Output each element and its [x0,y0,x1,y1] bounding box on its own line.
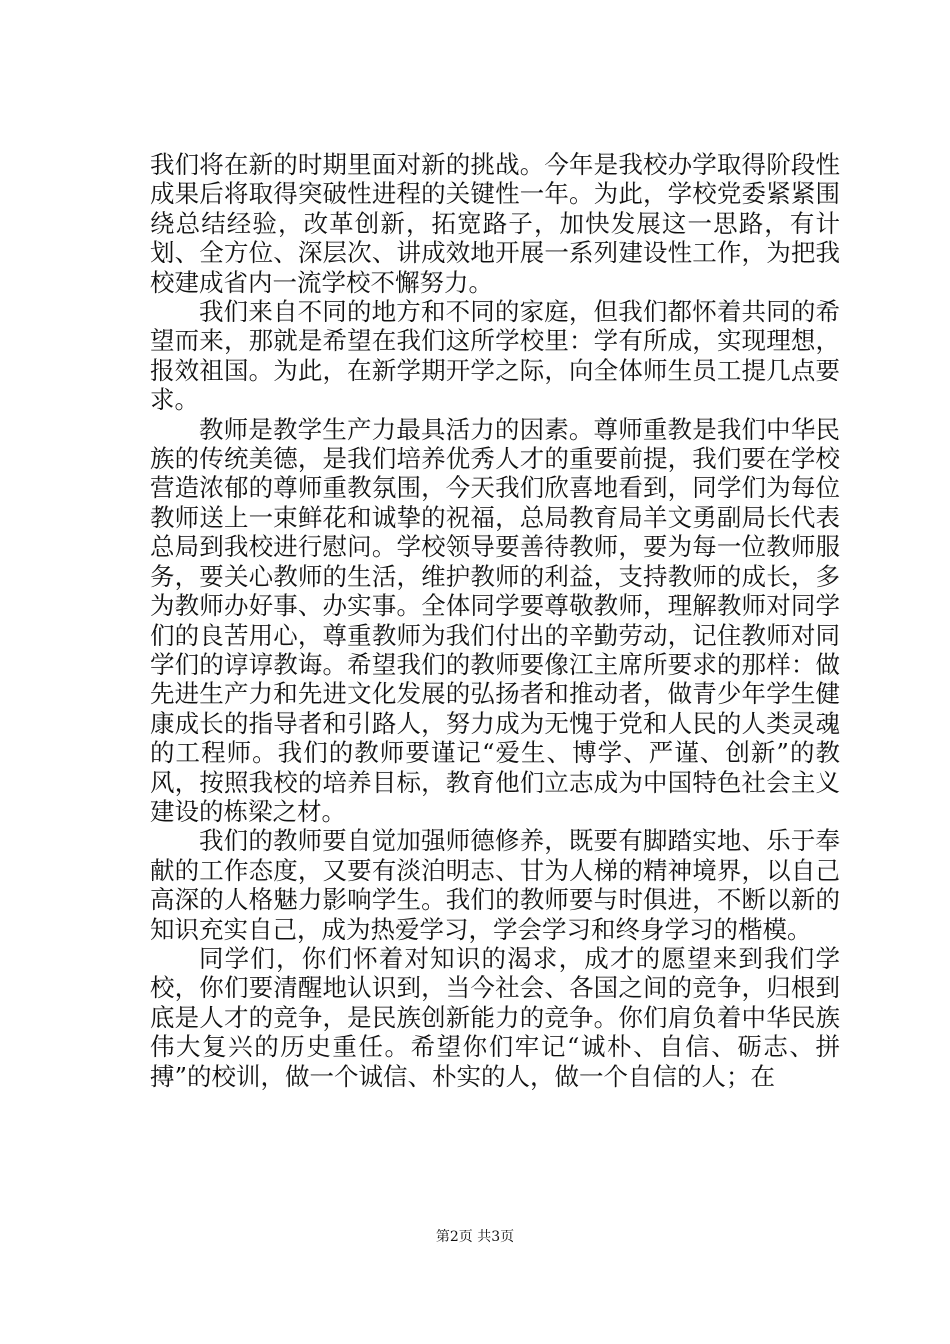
paragraph-4: 我们的教师要自觉加强师德修养，既要有脚踏实地、乐于奉献的工作态度，又要有淡泊明志、甘为人梯的精神境界，以自己高深的人格魅力影响学生。我们的教师要与时俱进，不断以新的知识充实自己，成为热爱学习，学会学习和终身学习的楷模。 [150,826,840,944]
paragraph-3: 教师是教学生产力最具活力的因素。尊师重教是我们中华民族的传统美德，是我们培养优秀人才的重要前提，我们要在学校营造浓郁的尊师重教氛围，今天我们欣喜地看到，同学们为每位教师送上一束鲜花和诚挚的祝福，总局教育局羊文勇副局长代表总局到我校进行慰问。学校领导要善待教师，要为每一位教师服务，要关心教师的生活，维护教师的利益，支持教师的成长，多为教师办好事、办实事。全体同学要尊敬教师，理解教师对同学们的良苦用心，尊重教师为我们付出的辛勤劳动，记住教师对同学们的谆谆教诲。希望我们的教师要像江主席所要求的那样：做先进生产力和先进文化发展的弘扬者和推动者，做青少年学生健康成长的指导者和引路人，努力成为无愧于党和人民的人类灵魂的工程师。我们的教师要谨记“爱生、博学、严谨、创新”的教风，按照我校的培养目标，教育他们立志成为中国特色社会主义建设的栋梁之材。 [150,414,840,826]
document-body [150,150,840,1091]
paragraph-2: 我们来自不同的地方和不同的家庭，但我们都怀着共同的希望而来，那就是希望在我们这所学校里：学有所成，实现理想，报效祖国。为此，在新学期开学之际，向全体师生员工提几点要求。 [150,297,840,415]
page-number-footer: 第2页 共3页 [435,1229,515,1245]
paragraph-5: 同学们，你们怀着对知识的渴求，成才的愿望来到我们学校，你们要清醒地认识到，当今社会、各国之间的竞争，归根到底是人才的竞争，是民族创新能力的竞争。你们肩负着中华民族伟大复兴的历史重任。希望你们牢记“诚朴、自信、砺志、拼搏”的校训，做一个诚信、朴实的人，做一个自信的人；在 [150,943,840,1091]
paragraph-1: 我们将在新的时期里面对新的挑战。今年是我校办学取得阶段性成果后将取得突破性进程的关键性一年。为此，学校党委紧紧围绕总结经验，改革创新，拓宽路子，加快发展这一思路，有计划、全方位、深层次、讲成效地开展一系列建设性工作，为把我校建成省内一流学校不懈努力。 [150,150,840,297]
